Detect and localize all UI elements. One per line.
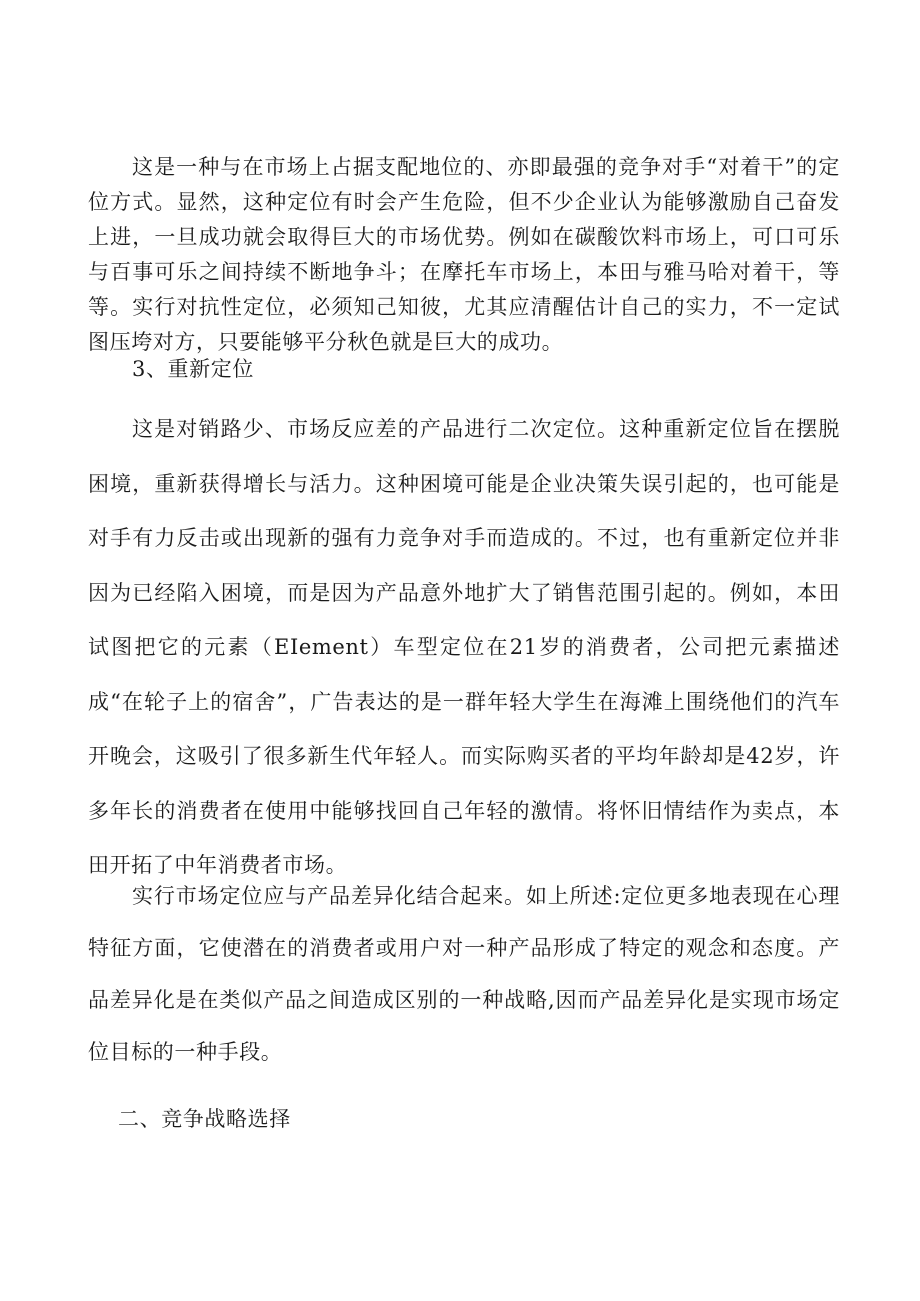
paragraph-repositioning: 这是对销路少、市场反应差的产品进行二次定位。这种重新定位旨在摆脱困境，重新获得增长与活力。这种困境可能是企业决策失误引起的，也可能是对手有力反击或出现新的强有力竞争对手而造成的。不过，也有重新定位并非因为已经陷入困境，而是因为产品意外地扩大了销售范围引起的。例如，本田试图把它的元素（EIement）车型定位在21岁的消费者，公司把元素描述成“在轮子上的宿舍”，广告表达的是一群年轻大学生在海滩上围绕他们的汽车开晚会，这吸引了很多新生代年轻人。而实际购买者的平均年龄却是42岁，许多年长的消费者在使用中能够找回自己年轻的激情。将怀旧情结作为卖点，本田开拓了中年消费者市场。 (88, 417, 840, 877)
paragraph-confrontational-positioning: 这是一种与在市场上占据支配地位的、亦即最强的竞争对手“对着干”的定位方式。显然，这种定位有时会产生危险，但不少企业认为能够激励自己奋发上进，一旦成功就会取得巨大的市场优势。例如在碳酸饮料市场上，可口可乐与百事可乐之间持续不断地争斗；在摩托车市场上，本田与雅马哈对着干，等等。实行对抗性定位，必须知己知彼，尤其应清醒估计自己的实力，不一定试图压垮对方，只要能够平分秋色就是巨大的成功。 (88, 155, 840, 354)
section-heading-competitive-strategy: 二、竞争战略选择 (118, 1107, 291, 1131)
section-heading-repositioning: 3、重新定位 (132, 357, 254, 381)
paragraph-positioning-differentiation: 实行市场定位应与产品差异化结合起来。如上所述:定位更多地表现在心理特征方面，它使潜在的消费者或用户对一种产品形成了特定的观念和态度。产品差异化是在类似产品之间造成区别的一种战略,因而产品差异化是实现市场定位目标的一种手段。 (88, 884, 840, 1064)
